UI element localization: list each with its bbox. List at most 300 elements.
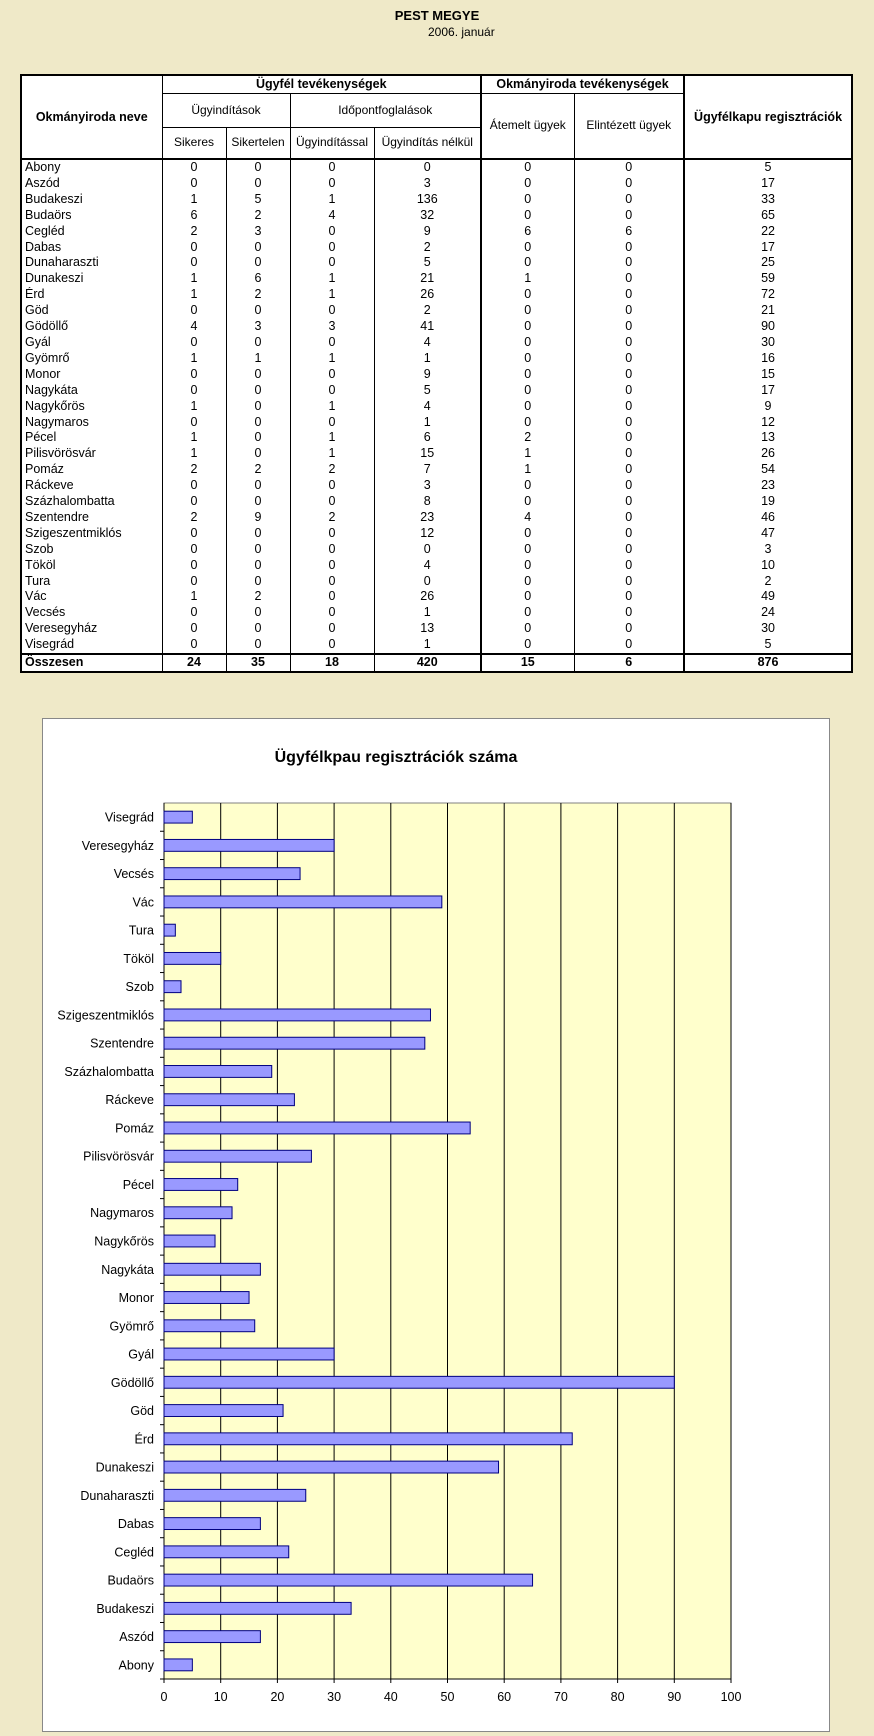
value-cell: 0 [481, 399, 574, 415]
category-label: Pécel [122, 1177, 154, 1192]
x-tick-label: 40 [383, 1690, 398, 1704]
office-name-cell: Cegléd [21, 224, 162, 240]
bar [164, 1489, 306, 1501]
value-cell: 5 [374, 383, 481, 399]
office-name-cell: Gödöllő [21, 319, 162, 335]
office-name-cell: Budaörs [21, 208, 162, 224]
office-name-cell: Érd [21, 287, 162, 303]
value-cell: 1 [290, 271, 374, 287]
table-row [21, 430, 852, 446]
office-name-cell: Összesen [21, 654, 162, 672]
value-cell: 0 [481, 558, 574, 574]
value-cell: 47 [684, 526, 852, 542]
page-subtitle: 2006. január [428, 25, 495, 39]
value-cell: 0 [162, 159, 226, 176]
value-cell: 9 [684, 399, 852, 415]
value-cell: 420 [374, 654, 481, 672]
category-label: Visegrád [104, 810, 154, 825]
value-cell: 13 [684, 430, 852, 446]
value-cell: 0 [226, 478, 290, 494]
value-cell: 10 [684, 558, 852, 574]
bar [164, 1405, 283, 1417]
value-cell: 33 [684, 192, 852, 208]
value-cell: 1 [481, 446, 574, 462]
value-cell: 0 [574, 255, 684, 271]
category-label: Monor [118, 1291, 154, 1306]
value-cell: 0 [226, 255, 290, 271]
value-cell: 1 [162, 192, 226, 208]
table-row [21, 589, 852, 605]
value-cell: 0 [162, 240, 226, 256]
x-tick-label: 10 [213, 1690, 228, 1704]
table-row [21, 478, 852, 494]
bar [164, 981, 181, 993]
col-header-transferred: Átemelt ügyek [481, 94, 574, 160]
value-cell: 1 [290, 446, 374, 462]
bar [164, 868, 300, 880]
table-row [21, 240, 852, 256]
value-cell: 24 [684, 605, 852, 621]
value-cell: 12 [374, 526, 481, 542]
value-cell: 0 [162, 383, 226, 399]
value-cell: 0 [226, 383, 290, 399]
bar [164, 1207, 232, 1219]
value-cell: 0 [481, 637, 574, 654]
bar [164, 1235, 215, 1247]
value-cell: 0 [481, 526, 574, 542]
table-row [21, 303, 852, 319]
value-cell: 0 [574, 192, 684, 208]
value-cell: 0 [162, 303, 226, 319]
bar [164, 1433, 572, 1445]
office-name-cell: Abony [21, 159, 162, 176]
table-row [21, 574, 852, 590]
col-header-name: Okmányiroda neve [21, 75, 162, 159]
value-cell: 0 [226, 335, 290, 351]
category-label: Dunakeszi [95, 1460, 154, 1475]
value-cell: 0 [574, 367, 684, 383]
value-cell: 46 [684, 510, 852, 526]
value-cell: 0 [290, 303, 374, 319]
value-cell: 7 [374, 462, 481, 478]
page-title: PEST MEGYE [394, 8, 480, 23]
value-cell: 3 [374, 176, 481, 192]
value-cell: 1 [226, 351, 290, 367]
bar [164, 1631, 260, 1643]
value-cell: 0 [290, 494, 374, 510]
value-cell: 3 [226, 319, 290, 335]
x-tick-label: 0 [160, 1690, 168, 1704]
office-name-cell: Tököl [21, 558, 162, 574]
bar [164, 1179, 238, 1191]
value-cell: 3 [684, 542, 852, 558]
bar [164, 1292, 249, 1304]
value-cell: 0 [290, 542, 374, 558]
table-row [21, 542, 852, 558]
value-cell: 0 [374, 542, 481, 558]
value-cell: 1 [374, 637, 481, 654]
value-cell: 4 [162, 319, 226, 335]
value-cell: 23 [684, 478, 852, 494]
table-total-row [21, 654, 852, 672]
value-cell: 0 [574, 271, 684, 287]
group-header-office: Okmányiroda tevékenységek [481, 75, 684, 94]
category-label: Budaörs [107, 1573, 154, 1588]
value-cell: 0 [162, 255, 226, 271]
value-cell: 0 [574, 319, 684, 335]
value-cell: 17 [684, 240, 852, 256]
value-cell: 2 [162, 462, 226, 478]
value-cell: 0 [574, 605, 684, 621]
value-cell: 0 [481, 383, 574, 399]
category-label: Gyömrő [109, 1319, 154, 1334]
table-row [21, 176, 852, 192]
value-cell: 0 [574, 335, 684, 351]
chart-title: Ügyfélkpau regisztrációk száma [274, 749, 518, 766]
col-header-unsuccessful: Sikertelen [226, 128, 290, 160]
value-cell: 0 [481, 192, 574, 208]
value-cell: 1 [374, 415, 481, 431]
value-cell: 1 [290, 351, 374, 367]
value-cell: 0 [574, 558, 684, 574]
x-tick-label: 70 [553, 1690, 568, 1704]
category-label: Dunaharaszti [80, 1488, 154, 1503]
value-cell: 0 [574, 637, 684, 654]
office-name-cell: Dunakeszi [21, 271, 162, 287]
bar [164, 1094, 294, 1106]
value-cell: 15 [684, 367, 852, 383]
bar [164, 839, 334, 851]
col-header-without-case: Ügyindítás nélkül [374, 128, 481, 160]
x-tick-label: 80 [610, 1690, 625, 1704]
table-row [21, 192, 852, 208]
bar [164, 952, 221, 964]
value-cell: 2 [226, 208, 290, 224]
value-cell: 0 [481, 303, 574, 319]
value-cell: 0 [574, 383, 684, 399]
value-cell: 90 [684, 319, 852, 335]
value-cell: 5 [374, 255, 481, 271]
value-cell: 24 [162, 654, 226, 672]
value-cell: 13 [374, 621, 481, 637]
value-cell: 0 [481, 351, 574, 367]
office-name-cell: Göd [21, 303, 162, 319]
value-cell: 0 [481, 605, 574, 621]
office-name-cell: Dunaharaszti [21, 255, 162, 271]
value-cell: 15 [374, 446, 481, 462]
value-cell: 0 [574, 303, 684, 319]
value-cell: 54 [684, 462, 852, 478]
value-cell: 2 [374, 240, 481, 256]
bar [164, 1037, 425, 1049]
value-cell: 18 [290, 654, 374, 672]
category-label: Gyál [128, 1347, 154, 1362]
col-header-registrations: Ügyfélkapu regisztrációk [684, 75, 852, 159]
value-cell: 0 [290, 383, 374, 399]
value-cell: 1 [374, 351, 481, 367]
chart-svg [43, 719, 829, 1731]
office-name-cell: Pomáz [21, 462, 162, 478]
value-cell: 136 [374, 192, 481, 208]
value-cell: 0 [226, 605, 290, 621]
value-cell: 2 [226, 462, 290, 478]
value-cell: 0 [574, 494, 684, 510]
table-row [21, 621, 852, 637]
value-cell: 1 [290, 287, 374, 303]
value-cell: 9 [374, 367, 481, 383]
value-cell: 0 [481, 542, 574, 558]
value-cell: 32 [374, 208, 481, 224]
value-cell: 30 [684, 335, 852, 351]
value-cell: 0 [290, 415, 374, 431]
bar [164, 1659, 192, 1671]
value-cell: 0 [574, 287, 684, 303]
value-cell: 2 [162, 510, 226, 526]
bar [164, 924, 175, 936]
value-cell: 19 [684, 494, 852, 510]
value-cell: 0 [574, 351, 684, 367]
bar [164, 1320, 255, 1332]
value-cell: 0 [226, 526, 290, 542]
office-name-cell: Pilisvörösvár [21, 446, 162, 462]
value-cell: 1 [162, 287, 226, 303]
value-cell: 0 [162, 415, 226, 431]
statistics-table [20, 74, 853, 673]
value-cell: 1 [290, 192, 374, 208]
value-cell: 1 [162, 399, 226, 415]
value-cell: 2 [290, 462, 374, 478]
value-cell: 3 [374, 478, 481, 494]
value-cell: 6 [226, 271, 290, 287]
value-cell: 2 [684, 574, 852, 590]
value-cell: 1 [374, 605, 481, 621]
value-cell: 21 [374, 271, 481, 287]
table-row [21, 255, 852, 271]
value-cell: 1 [290, 430, 374, 446]
value-cell: 0 [574, 208, 684, 224]
value-cell: 0 [481, 319, 574, 335]
value-cell: 15 [481, 654, 574, 672]
value-cell: 0 [290, 589, 374, 605]
value-cell: 0 [162, 574, 226, 590]
value-cell: 0 [290, 605, 374, 621]
value-cell: 0 [574, 415, 684, 431]
value-cell: 0 [290, 335, 374, 351]
office-name-cell: Dabas [21, 240, 162, 256]
office-name-cell: Gyömrő [21, 351, 162, 367]
x-tick-label: 60 [497, 1690, 512, 1704]
category-label: Pilisvörösvár [83, 1149, 154, 1164]
table-row [21, 446, 852, 462]
table-row [21, 208, 852, 224]
bar [164, 1122, 470, 1134]
bar [164, 1461, 499, 1473]
value-cell: 2 [290, 510, 374, 526]
office-name-cell: Szentendre [21, 510, 162, 526]
office-name-cell: Veresegyház [21, 621, 162, 637]
category-label: Gödöllő [110, 1375, 154, 1390]
value-cell: 0 [290, 574, 374, 590]
value-cell: 41 [374, 319, 481, 335]
table-row [21, 287, 852, 303]
value-cell: 0 [162, 605, 226, 621]
value-cell: 1 [162, 589, 226, 605]
value-cell: 0 [226, 303, 290, 319]
table-row [21, 494, 852, 510]
value-cell: 4 [481, 510, 574, 526]
value-cell: 6 [374, 430, 481, 446]
value-cell: 2 [162, 224, 226, 240]
value-cell: 4 [374, 335, 481, 351]
category-label: Nagymaros [90, 1206, 154, 1221]
value-cell: 35 [226, 654, 290, 672]
value-cell: 0 [162, 335, 226, 351]
table-row [21, 510, 852, 526]
value-cell: 0 [374, 159, 481, 176]
value-cell: 0 [481, 287, 574, 303]
value-cell: 21 [684, 303, 852, 319]
category-label: Vecsés [113, 867, 154, 882]
bar [164, 1150, 311, 1162]
x-tick-label: 50 [440, 1690, 455, 1704]
value-cell: 0 [481, 478, 574, 494]
value-cell: 0 [481, 415, 574, 431]
value-cell: 9 [374, 224, 481, 240]
value-cell: 0 [162, 494, 226, 510]
category-label: Nagykáta [101, 1262, 154, 1277]
value-cell: 22 [684, 224, 852, 240]
value-cell: 3 [226, 224, 290, 240]
value-cell: 6 [574, 224, 684, 240]
category-label: Göd [130, 1404, 154, 1419]
table-row [21, 367, 852, 383]
value-cell: 5 [684, 159, 852, 176]
value-cell: 72 [684, 287, 852, 303]
value-cell: 0 [290, 526, 374, 542]
bar [164, 811, 192, 823]
value-cell: 26 [374, 287, 481, 303]
value-cell: 0 [290, 558, 374, 574]
category-label: Tura [128, 923, 154, 938]
value-cell: 0 [481, 621, 574, 637]
x-tick-label: 100 [720, 1690, 742, 1704]
value-cell: 0 [481, 574, 574, 590]
value-cell: 0 [481, 255, 574, 271]
bar [164, 896, 442, 908]
value-cell: 0 [290, 176, 374, 192]
col-header-with-case: Ügyindítással [290, 128, 374, 160]
value-cell: 0 [162, 621, 226, 637]
value-cell: 0 [374, 574, 481, 590]
value-cell: 1 [162, 351, 226, 367]
value-cell: 0 [574, 176, 684, 192]
value-cell: 0 [574, 574, 684, 590]
sub-header-appointments: Időpontfoglalások [290, 94, 481, 128]
value-cell: 0 [226, 558, 290, 574]
value-cell: 0 [574, 589, 684, 605]
value-cell: 6 [574, 654, 684, 672]
table-row [21, 637, 852, 654]
bar [164, 1376, 674, 1388]
office-name-cell: Szigeszentmiklós [21, 526, 162, 542]
category-label: Pomáz [115, 1121, 154, 1136]
table-row [21, 159, 852, 176]
table-row [21, 271, 852, 287]
value-cell: 0 [481, 494, 574, 510]
value-cell: 0 [574, 159, 684, 176]
value-cell: 0 [290, 621, 374, 637]
value-cell: 0 [162, 478, 226, 494]
bar [164, 1546, 289, 1558]
office-name-cell: Tura [21, 574, 162, 590]
value-cell: 0 [574, 478, 684, 494]
value-cell: 0 [481, 367, 574, 383]
value-cell: 0 [226, 430, 290, 446]
bar [164, 1009, 430, 1021]
value-cell: 5 [226, 192, 290, 208]
table-row [21, 526, 852, 542]
value-cell: 1 [162, 446, 226, 462]
x-tick-label: 30 [327, 1690, 342, 1704]
table-row [21, 462, 852, 478]
bar [164, 1574, 533, 1586]
value-cell: 0 [226, 621, 290, 637]
office-name-cell: Monor [21, 367, 162, 383]
category-label: Dabas [117, 1517, 154, 1532]
value-cell: 17 [684, 176, 852, 192]
value-cell: 65 [684, 208, 852, 224]
value-cell: 0 [481, 176, 574, 192]
value-cell: 0 [162, 558, 226, 574]
value-cell: 0 [226, 415, 290, 431]
value-cell: 0 [226, 176, 290, 192]
value-cell: 0 [226, 159, 290, 176]
value-cell: 5 [684, 637, 852, 654]
value-cell: 876 [684, 654, 852, 672]
value-cell: 0 [481, 240, 574, 256]
value-cell: 26 [684, 446, 852, 462]
value-cell: 0 [574, 621, 684, 637]
category-label: Nagykőrös [94, 1234, 154, 1249]
value-cell: 2 [481, 430, 574, 446]
bar [164, 1348, 334, 1360]
value-cell: 4 [290, 208, 374, 224]
category-label: Ráckeve [105, 1093, 154, 1108]
bar [164, 1518, 260, 1530]
value-cell: 23 [374, 510, 481, 526]
office-name-cell: Ráckeve [21, 478, 162, 494]
value-cell: 1 [290, 399, 374, 415]
value-cell: 0 [290, 367, 374, 383]
value-cell: 30 [684, 621, 852, 637]
value-cell: 0 [574, 446, 684, 462]
value-cell: 0 [574, 526, 684, 542]
office-name-cell: Százhalombatta [21, 494, 162, 510]
value-cell: 0 [290, 240, 374, 256]
value-cell: 12 [684, 415, 852, 431]
office-name-cell: Vác [21, 589, 162, 605]
category-label: Szentendre [90, 1036, 154, 1051]
category-label: Cegléd [114, 1545, 154, 1560]
office-name-cell: Nagymaros [21, 415, 162, 431]
value-cell: 0 [481, 589, 574, 605]
value-cell: 6 [162, 208, 226, 224]
col-header-completed: Elintézett ügyek [574, 94, 684, 160]
value-cell: 0 [162, 176, 226, 192]
value-cell: 0 [226, 399, 290, 415]
value-cell: 4 [374, 558, 481, 574]
value-cell: 0 [574, 399, 684, 415]
